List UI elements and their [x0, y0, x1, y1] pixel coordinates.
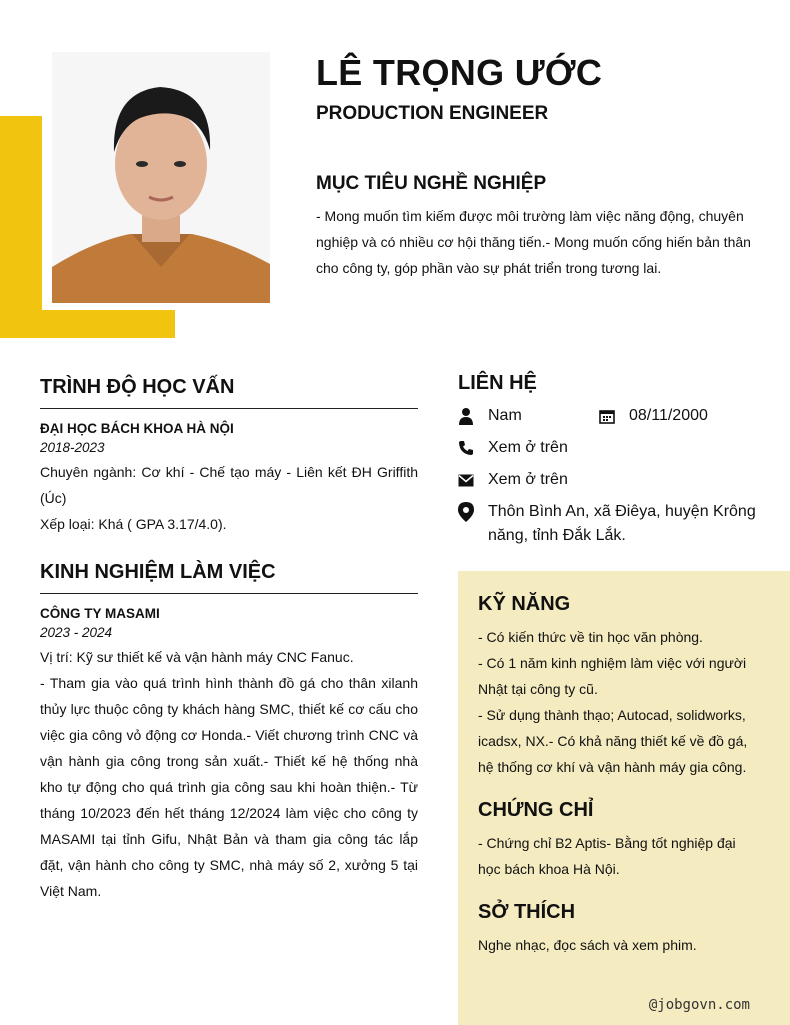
education-grade: Xếp loại: Khá ( GPA 3.17/4.0). — [40, 516, 227, 532]
section-divider — [40, 408, 418, 409]
experience-section — [40, 561, 418, 904]
phone-value: Xem ở trên — [488, 439, 568, 456]
education-major: Chuyên ngành: Cơ khí - Chế tạo máy - Liên kết ĐH Griffith (Úc) — [40, 464, 418, 506]
hobbies-section — [478, 901, 753, 958]
contact-email — [458, 468, 568, 492]
certificates-section — [478, 799, 753, 882]
experience-position: Vị trí: Kỹ sư thiết kế và vận hành máy CNC Fanuc. — [40, 649, 354, 665]
job-title: PRODUCTION ENGINEER — [316, 103, 549, 124]
accent-bar-vertical — [0, 116, 42, 338]
mail-icon — [458, 468, 488, 492]
address-value: Thôn Bình An, xã Điêya, huyện Krông năng, tỉnh Đắk Lắk. — [488, 503, 756, 544]
contact-phone — [458, 436, 568, 460]
side-panel — [458, 571, 790, 1025]
hobbies-text: Nghe nhạc, đọc sách và xem phim. — [478, 937, 697, 953]
location-pin-icon — [458, 500, 488, 524]
objective-text: - Mong muốn tìm kiếm được môi trường làm việc năng động, chuyên nghiệp và có nhiều cơ hội thăng tiến.- Mong muốn cống hiến bản thân cho công ty, góp phần vào sự phát triển trong tương lai. — [316, 208, 751, 276]
calendar-icon — [599, 404, 629, 428]
school-name: ĐẠI HỌC BÁCH KHOA HÀ NỘI — [40, 421, 234, 436]
candidate-name: LÊ TRỌNG ƯỚC — [316, 52, 603, 93]
skills-text: - Có kiến thức về tin học văn phòng. - Có 1 năm kinh nghiệm làm việc với người Nhật tại công ty cũ. - Sử dụng thành thạo; Autocad, solidworks, icadsx, NX.- Có khả năng thiết kế về đồ gá, hệ thống cơ khí và vận hành máy gia công. — [478, 629, 748, 775]
watermark: @jobgovn.com — [648, 997, 750, 1013]
skills-heading: KỸ NĂNG — [478, 593, 571, 615]
objective-heading: MỤC TIÊU NGHỀ NGHIỆP — [316, 173, 547, 194]
education-section — [40, 376, 418, 537]
person-icon — [458, 404, 488, 428]
education-heading: TRÌNH ĐỘ HỌC VẤN — [40, 376, 235, 398]
contact-address — [458, 500, 758, 548]
contact-gender — [458, 404, 522, 428]
company-name: CÔNG TY MASAMI — [40, 606, 160, 621]
dob-value: 08/11/2000 — [629, 407, 708, 424]
profile-photo — [52, 52, 270, 303]
email-value: Xem ở trên — [488, 471, 568, 488]
experience-period: 2023 - 2024 — [40, 625, 113, 640]
experience-description: - Tham gia vào quá trình hình thành đồ gá cho thân xilanh thủy lực thuộc công ty khách hàng SMC, thiết kế cơ cấu cho việc gia công vỏ động cơ Honda.- Viết chương trình CNC và vận hành gia công trong sản xuất.- Thiết kế hệ thống nhà kho tự động cho quá trình gia công sau khi hoàn thiện.- Từ tháng 10/2023 đến hết tháng 12/2024 làm việc cho công ty MASAMI tại tỉnh Gifu, Nhật Bản và tham gia công tác lắp đặt, vận hành cho công ty SMC, nhà máy số 2, xưởng 5 tại Việt Nam. — [40, 675, 418, 899]
skills-section — [478, 593, 753, 780]
certificates-text: - Chứng chỉ B2 Aptis- Bằng tốt nghiệp đại học bách khoa Hà Nội. — [478, 835, 736, 877]
experience-heading: KINH NGHIỆM LÀM VIỆC — [40, 561, 276, 583]
certificates-heading: CHỨNG CHỈ — [478, 799, 594, 821]
education-period: 2018-2023 — [40, 440, 105, 455]
hobbies-heading: SỞ THÍCH — [478, 901, 576, 923]
section-divider — [40, 593, 418, 594]
contact-dob — [599, 404, 708, 428]
phone-icon — [458, 436, 488, 460]
gender-value: Nam — [488, 407, 522, 424]
accent-bar-horizontal — [0, 310, 175, 338]
contact-heading: LIÊN HỆ — [458, 372, 537, 394]
